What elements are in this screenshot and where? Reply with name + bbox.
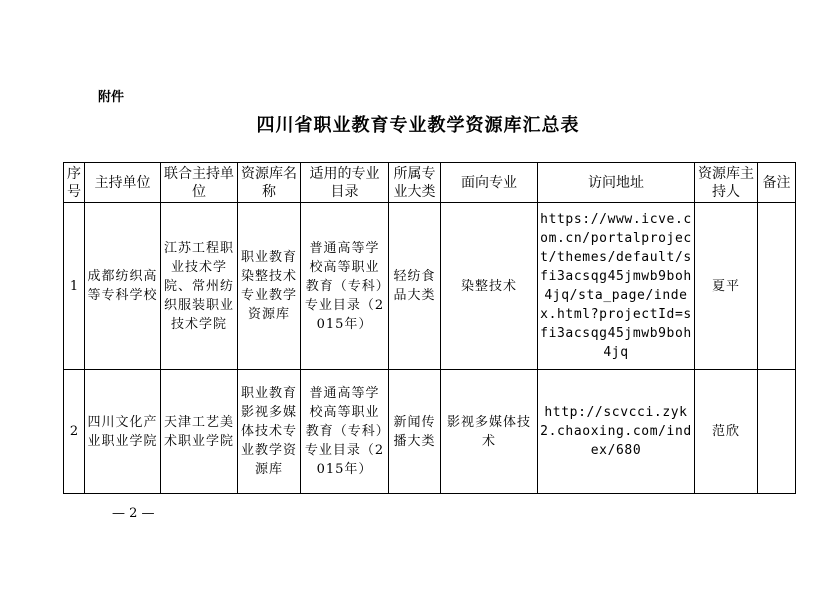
summary-table bbox=[63, 162, 796, 494]
table-header-row bbox=[64, 163, 796, 203]
cell-category: 新闻传播大类 bbox=[389, 370, 441, 494]
table-row bbox=[64, 370, 796, 494]
header-catalog: 适用的专业目录 bbox=[301, 163, 389, 203]
page-title: 四川省职业教育专业教学资源库汇总表 bbox=[256, 115, 580, 136]
header-co-host: 联合主持单位 bbox=[161, 163, 238, 203]
cell-catalog: 普通高等学校高等职业教育（专科）专业目录（2015年） bbox=[301, 370, 389, 494]
cell-major: 影视多媒体技术 bbox=[441, 370, 538, 494]
cell-leader: 夏平 bbox=[695, 203, 758, 370]
cell-url-link[interactable]: http://scvcci.zyk2.chaoxing.com/index/680 bbox=[538, 370, 695, 494]
header-note: 备注 bbox=[758, 163, 796, 203]
header-seq: 序号 bbox=[64, 163, 85, 203]
cell-host: 四川文化产业职业学院 bbox=[85, 370, 161, 494]
header-host: 主持单位 bbox=[85, 163, 161, 203]
cell-catalog: 普通高等学校高等职业教育（专科）专业目录（2015年） bbox=[301, 203, 389, 370]
cell-category: 轻纺食品大类 bbox=[389, 203, 441, 370]
cell-seq: 2 bbox=[64, 370, 85, 494]
cell-note bbox=[758, 203, 796, 370]
cell-seq: 1 bbox=[64, 203, 85, 370]
cell-url-link[interactable]: https://www.icve.com.cn/portalproject/themes/default/sfi3acsqg45jmwb9boh4jq/sta_page/index.html?projectId=sfi3acsqg45jmwb9boh4jq bbox=[538, 203, 695, 370]
cell-leader: 范欣 bbox=[695, 370, 758, 494]
cell-note bbox=[758, 370, 796, 494]
header-category: 所属专业大类 bbox=[389, 163, 441, 203]
cell-major: 染整技术 bbox=[441, 203, 538, 370]
cell-host: 成都纺织高等专科学校 bbox=[85, 203, 161, 370]
cell-co-host: 天津工艺美术职业学院 bbox=[161, 370, 238, 494]
page-number: — 2 — bbox=[112, 506, 155, 521]
attachment-label: 附件 bbox=[98, 90, 125, 105]
cell-co-host: 江苏工程职业技术学院、常州纺织服装职业技术学院 bbox=[161, 203, 238, 370]
cell-name: 职业教育影视多媒体技术专业教学资源库 bbox=[238, 370, 301, 494]
header-url: 访问地址 bbox=[538, 163, 695, 203]
header-name: 资源库名称 bbox=[238, 163, 301, 203]
header-major: 面向专业 bbox=[441, 163, 538, 203]
table-row bbox=[64, 203, 796, 370]
cell-name: 职业教育染整技术专业教学资源库 bbox=[238, 203, 301, 370]
header-leader: 资源库主持人 bbox=[695, 163, 758, 203]
